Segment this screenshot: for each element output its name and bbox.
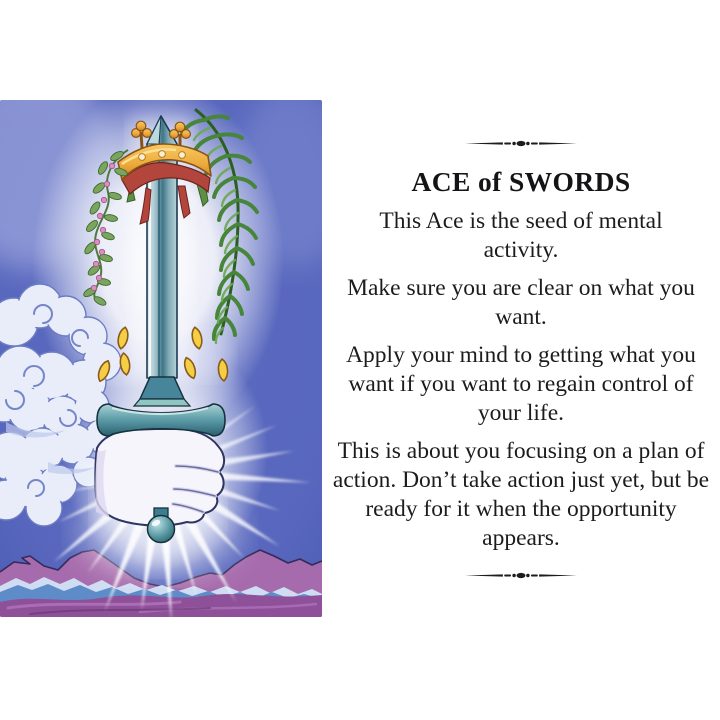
card-meaning-paragraph: Make sure you are clear on what you want. <box>347 275 695 330</box>
tarot-card <box>0 100 322 617</box>
divider-ornament-top <box>464 138 578 149</box>
divider-ornament-bottom <box>464 570 578 581</box>
card-meaning-paragraph: This is about you focusing on a plan of action. Don’t take action just yet, but be ready for it when the opportunity appears. <box>332 438 710 551</box>
card-meaning-paragraph: This Ace is the seed of mental activity. <box>379 208 663 263</box>
card-title: ACE of SWORDS <box>411 166 631 197</box>
card-meaning-panel <box>322 0 720 720</box>
card-meaning-paragraph: Apply your mind to getting what you want if you want to regain control of your life. <box>346 342 696 426</box>
tarot-card-illustration <box>0 100 322 617</box>
